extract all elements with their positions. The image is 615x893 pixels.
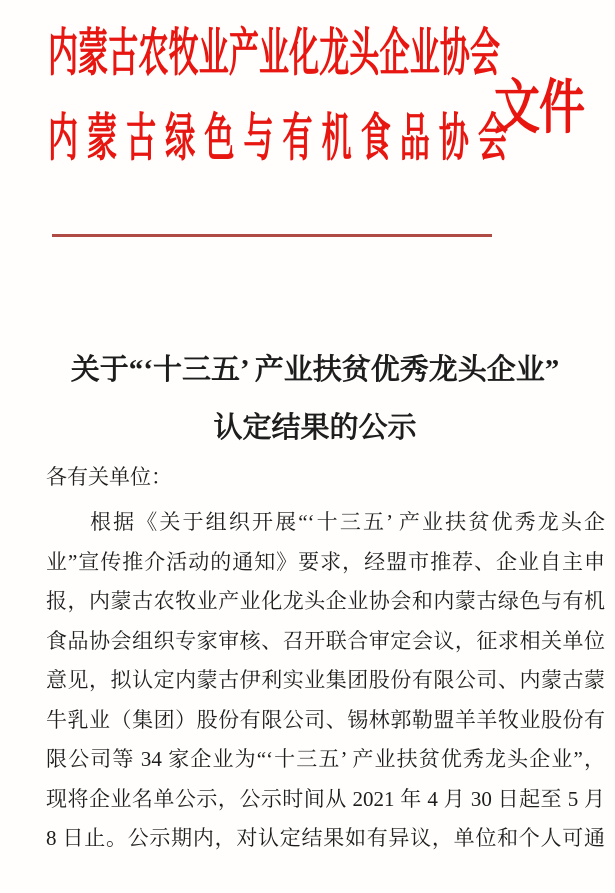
paragraph-line: 食品协会组织专家审核、召开联合审定会议，征求相关单位 <box>46 628 605 653</box>
salutation: 各有关单位： <box>46 465 172 489</box>
paragraph-line: 现将企业名单公示，公示时间从 2021 年 4 月 30 日起至 5 月 <box>46 786 605 811</box>
paragraph-line: 意见，拟认定内蒙古伊利实业集团股份有限公司、内蒙古蒙 <box>46 668 605 692</box>
letterhead-org-name-1: 内蒙古农牧业产业化龙头企业协会 <box>48 25 500 83</box>
paragraph-line: 牛乳业（集团）股份有限公司、锡林郭勒盟羊羊牧业股份有 <box>46 707 605 732</box>
paragraph-line: 限公司等 34 家企业为“‘十三五’ 产业扶贫优秀龙头企业”， <box>46 747 605 771</box>
paragraph-line: 根据《关于组织开展“‘十三五’ 产业扶贫优秀龙头企 <box>90 510 605 534</box>
document-title <box>35 341 595 457</box>
document-title-line-1: 关于“‘十三五’ 产业扶贫优秀龙头企业” <box>70 354 560 386</box>
paragraph-line: 报，内蒙古农牧业产业化龙头企业协会和内蒙古绿色与有机 <box>46 589 605 613</box>
paragraph-line: 8 日止。公示期内，对认定结果如有异议，单位和个人可通 <box>46 826 605 850</box>
body-paragraph <box>46 503 605 859</box>
letterhead-org-name-2: 内蒙古绿色与有机食品协会 <box>48 110 508 168</box>
doc-type-label: 文件 <box>494 75 584 141</box>
red-divider-line <box>52 234 492 237</box>
document-title-line-2: 认定结果的公示 <box>213 412 417 444</box>
paragraph-line: 业”宣传推介活动的通知》要求，经盟市推荐、企业自主申 <box>46 549 605 574</box>
